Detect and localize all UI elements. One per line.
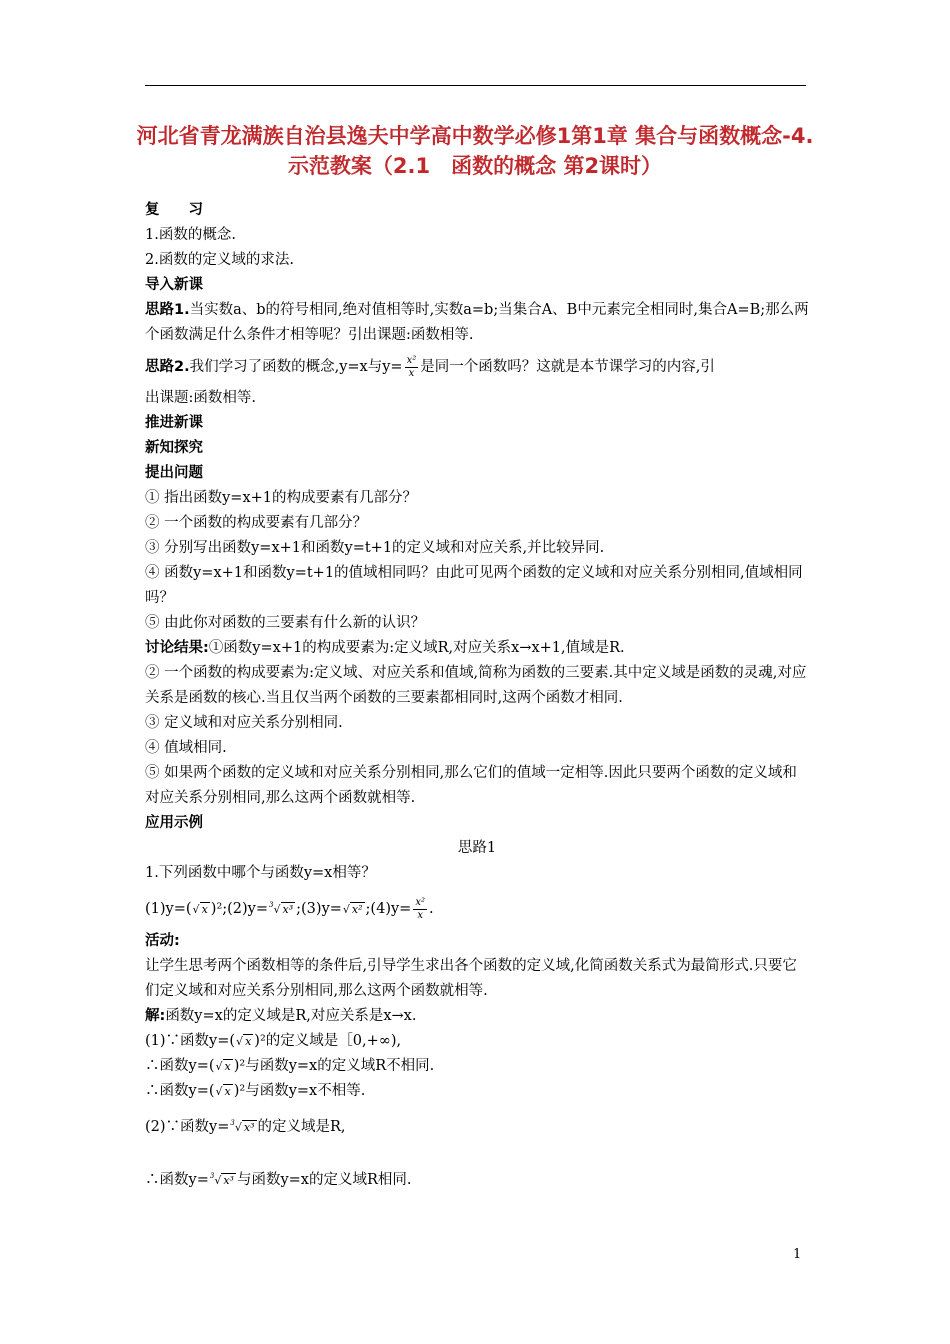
step-text: 与函数y=x的定义域R相同. bbox=[236, 1172, 412, 1188]
root-index: 3 bbox=[209, 1172, 215, 1180]
root-index: 3 bbox=[230, 1119, 235, 1127]
intro-heading: 导入新课 bbox=[145, 277, 203, 293]
header-rule bbox=[145, 85, 806, 86]
fraction-denominator: x bbox=[417, 909, 423, 921]
opt3-text: ;(3)y= bbox=[296, 901, 342, 917]
opt-end: . bbox=[428, 901, 434, 917]
answer-3: ③ 定义域和对应关系分别相同. bbox=[145, 715, 343, 731]
apply-heading: 应用示例 bbox=[145, 815, 203, 831]
step-text: ∴函数y=( bbox=[145, 1058, 215, 1074]
idea1-label: 思路1. bbox=[145, 302, 190, 318]
review-heading: 复 习 bbox=[145, 202, 203, 218]
radicand: x³ bbox=[282, 903, 294, 916]
activity-heading: 活动: bbox=[145, 933, 180, 949]
idea1-text: 当实数a、b的符号相同,绝对值相等时,实数a=b;当集合A、B中元素完全相同时,集合A=B;那么两个函数满足什么条件才相等呢？引出课题:函数相等. bbox=[145, 302, 809, 343]
idea2-fraction bbox=[405, 355, 419, 380]
opt1-text: (1)y=( bbox=[145, 901, 192, 917]
opt4-text: ;(4)y= bbox=[365, 901, 412, 917]
solution-step-1 bbox=[145, 1029, 809, 1054]
sqrt-radical: √ x bbox=[215, 1085, 231, 1098]
answer-1 bbox=[145, 636, 809, 661]
question-5: ⑤ 由此你对函数的三要素有什么新的认识？ bbox=[145, 615, 426, 631]
document-body bbox=[145, 198, 809, 1200]
opt2-text: )²;(2)y= bbox=[210, 901, 269, 917]
solution-line bbox=[145, 1004, 809, 1029]
option-fraction bbox=[413, 897, 427, 922]
idea2-label: 思路2. bbox=[145, 359, 190, 375]
review-item-1: 1.函数的概念. bbox=[145, 227, 236, 243]
idea2-line bbox=[145, 348, 809, 386]
solution-text: 函数y=x的定义域是R,对应关系是x→x. bbox=[165, 1008, 417, 1024]
activity-text: 让学生思考两个函数相等的条件后,引导学生求出各个函数的定义域,化简函数关系式为最简形式.只要它们定义域和对应关系分别相同,那么这两个函数就相等. bbox=[145, 958, 797, 999]
idea2-text-a: 我们学习了函数的概念,y=x与y= bbox=[189, 359, 403, 375]
step-text: 的定义域是R, bbox=[257, 1119, 346, 1135]
idea2-text-c: 出课题:函数相等. bbox=[145, 390, 256, 406]
cube-root-radical: $^3$√ x³ bbox=[230, 1119, 255, 1134]
sqrt-radical: √ x bbox=[192, 903, 208, 916]
idea2-text-b: 是同一个函数吗？这就是本节课学习的内容,引 bbox=[420, 359, 715, 375]
step-text: )²与函数y=x不相等. bbox=[233, 1083, 366, 1099]
discuss-label: 讨论结果: bbox=[145, 640, 209, 656]
fraction-numerator: x² bbox=[415, 896, 425, 908]
document-title: 河北省青龙满族自治县逸夫中学高中数学必修1第1章 集合与函数概念-4.示范教案（2.1 函数的概念 第2课时） bbox=[136, 124, 814, 178]
spacer bbox=[145, 1147, 809, 1157]
question-3: ③ 分别写出函数y=x+1和函数y=t+1的定义域和对应关系,并比较异同. bbox=[145, 540, 605, 556]
answer-5: ⑤ 如果两个函数的定义域和对应关系分别相同,那么它们的值域一定相等.因此只要两个函数的定义域和对应关系分别相同,那么这两个函数就相等. bbox=[145, 765, 797, 806]
sqrt-radical: √ x bbox=[236, 1035, 252, 1048]
solution-step-3 bbox=[145, 1079, 809, 1104]
questions-heading: 提出问题 bbox=[145, 465, 203, 481]
fraction-numerator: x² bbox=[406, 354, 417, 366]
step-text: ∴函数y=( bbox=[145, 1083, 215, 1099]
radicand: x bbox=[224, 1085, 231, 1098]
answer-4: ④ 值域相同. bbox=[145, 740, 227, 756]
solution-step-4 bbox=[145, 1104, 809, 1147]
cube-root-radical: $^3$√ x³ bbox=[209, 1172, 234, 1187]
radicand: x³ bbox=[243, 1121, 255, 1134]
question-1: ① 指出函数y=x+1的构成要素有几部分？ bbox=[145, 490, 418, 506]
radicand: x bbox=[245, 1035, 252, 1048]
question-2: ② 一个函数的构成要素有几部分？ bbox=[145, 515, 368, 531]
step-text: )²的定义域是［0,+∞), bbox=[254, 1033, 402, 1049]
step-text: )²与函数y=x的定义域R不相同. bbox=[233, 1058, 435, 1074]
step-text: ∴函数y= bbox=[145, 1172, 209, 1188]
sqrt-radical: √ x bbox=[215, 1060, 231, 1073]
radicand: x bbox=[201, 903, 208, 916]
explore-heading: 新知探究 bbox=[145, 440, 203, 456]
radicand: x² bbox=[351, 903, 363, 916]
question-4: ④ 函数y=x+1和函数y=t+1的值域相同吗？由此可见两个函数的定义域和对应关系分别相同,值域相同吗？ bbox=[145, 565, 803, 606]
radicand: x bbox=[224, 1060, 231, 1073]
solution-label: 解: bbox=[145, 1008, 166, 1024]
example-1-options bbox=[145, 886, 809, 929]
root-index: 3 bbox=[269, 901, 274, 909]
cube-root-radical: $^3$√ x³ bbox=[269, 901, 294, 916]
solution-step-2 bbox=[145, 1054, 809, 1079]
page-number: 1 bbox=[793, 1247, 802, 1262]
answer-1-text: ①函数y=x+1的构成要素为:定义域R,对应关系x→x+1,值域是R. bbox=[208, 640, 625, 656]
idea1-paragraph bbox=[145, 298, 809, 348]
step-text: (2)∵函数y= bbox=[145, 1119, 230, 1135]
solution-step-5 bbox=[145, 1157, 809, 1200]
example-1: 1.下列函数中哪个与函数y=x相等？ bbox=[145, 865, 376, 881]
sqrt-radical: √ x² bbox=[342, 903, 363, 916]
fraction-denominator: x bbox=[408, 367, 415, 379]
idea1-center-heading: 思路1 bbox=[457, 840, 497, 856]
radicand: x³ bbox=[223, 1174, 234, 1187]
review-item-2: 2.函数的定义域的求法. bbox=[145, 252, 294, 268]
advance-heading: 推进新课 bbox=[145, 415, 203, 431]
step-text: (1)∵函数y=( bbox=[145, 1033, 236, 1049]
answer-2: ② 一个函数的构成要素为:定义域、对应关系和值域,简称为函数的三要素.其中定义域是函数的灵魂,对应关系是函数的核心.当且仅当两个函数的三要素都相同时,这两个函数才相同. bbox=[145, 665, 807, 706]
